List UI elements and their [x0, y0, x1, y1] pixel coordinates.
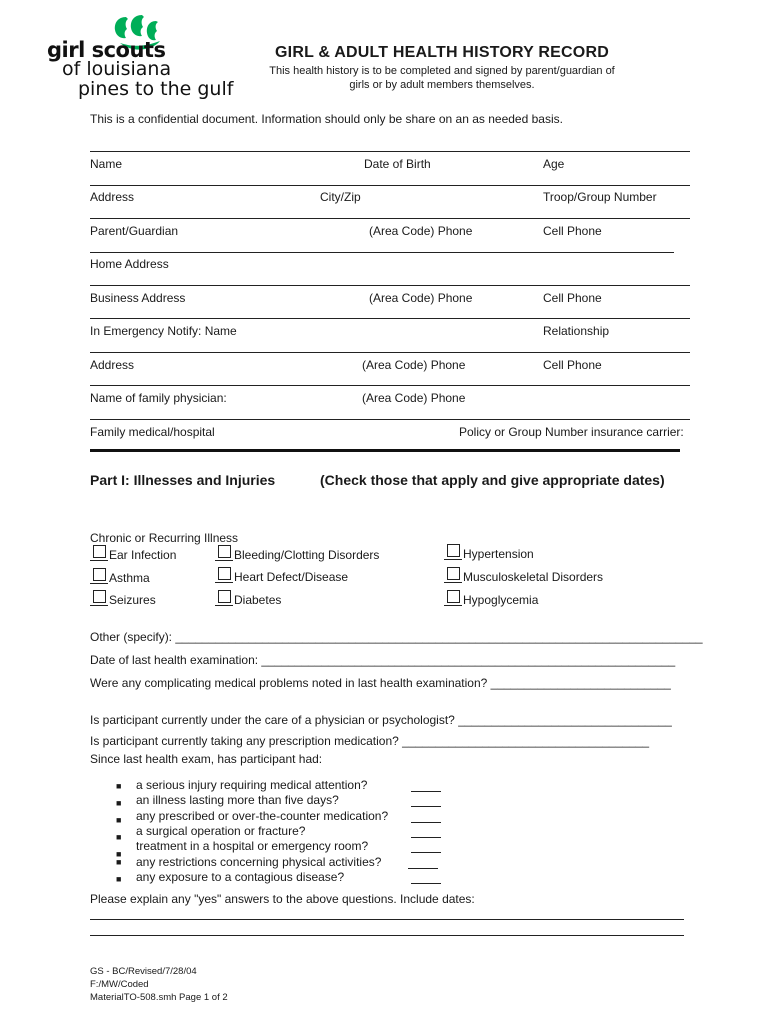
asthma-label: Asthma — [109, 571, 150, 585]
list-item: any exposure to a contagious disease? — [136, 870, 345, 884]
hospital-line[interactable] — [90, 419, 690, 420]
physician-care-field[interactable]: Is participant currently under the care of a physician or psychologist? ________________________________ — [90, 713, 672, 727]
bullet-icon: ■ — [116, 857, 122, 867]
form-title: GIRL & ADULT HEALTH HISTORY RECORD — [275, 44, 609, 61]
subtitle-line-1: This health history is to be completed and signed by parent/guardian of — [269, 65, 615, 77]
answer-blank[interactable] — [411, 837, 441, 838]
home-address-line[interactable] — [90, 252, 674, 253]
answer-blank[interactable] — [411, 883, 441, 884]
confidential-notice: This is a confidential document. Information should only be share on an as needed basis. — [90, 112, 563, 126]
part1-heading: Part I: Illnesses and Injuries — [90, 472, 276, 488]
area-phone-label-3: (Area Code) Phone — [362, 358, 466, 372]
list-item: an illness lasting more than five days? — [136, 793, 339, 807]
footer-line-2: F:/MW/Coded — [90, 979, 149, 990]
form-subtitle — [240, 64, 644, 92]
hypoglycemia-underline — [444, 605, 462, 606]
bullet-icon: ■ — [116, 798, 122, 808]
seizures-checkbox[interactable] — [93, 590, 106, 603]
bullet-icon: ■ — [116, 781, 122, 791]
address-label: Address — [90, 190, 135, 204]
diabetes-checkbox[interactable] — [218, 590, 231, 603]
since-exam-label: Since last health exam, has participant had: — [90, 752, 323, 766]
bleeding-underline — [215, 560, 233, 561]
name-label: Name — [90, 157, 123, 171]
asthma-underline — [90, 583, 108, 584]
heart-checkbox[interactable] — [218, 567, 231, 580]
policy-label: Policy or Group Number insurance carrier: — [459, 425, 684, 439]
parent-label: Parent/Guardian — [90, 224, 179, 238]
explain-line-2[interactable] — [90, 935, 684, 936]
answer-blank[interactable] — [411, 852, 441, 853]
heart-label: Heart Defect/Disease — [234, 570, 349, 584]
hypertension-label: Hypertension — [463, 547, 534, 561]
logo-line-1: girl scouts — [47, 38, 166, 62]
subtitle-line-2: girls or by adult members themselves. — [349, 79, 535, 91]
section-divider — [90, 449, 680, 452]
business-address-line[interactable] — [90, 285, 690, 286]
seizures-label: Seizures — [109, 593, 156, 607]
diabetes-label: Diabetes — [234, 593, 282, 607]
bullet-icon: ■ — [116, 815, 122, 825]
footer — [90, 965, 228, 1004]
cell-label-3: Cell Phone — [543, 358, 602, 372]
cityzip-label: City/Zip — [320, 190, 361, 204]
area-phone-label-1: (Area Code) Phone — [369, 224, 473, 238]
last-exam-date-field[interactable]: Date of last health examination: ______________________________________________________________ — [90, 653, 676, 667]
parent-line[interactable] — [90, 218, 690, 219]
explain-label: Please explain any "yes" answers to the above questions. Include dates: — [90, 892, 475, 906]
list-item: a surgical operation or fracture? — [136, 824, 306, 838]
asthma-checkbox[interactable] — [93, 568, 106, 581]
area-phone-label-4: (Area Code) Phone — [362, 391, 466, 405]
emergency-line[interactable] — [90, 318, 690, 319]
address2-label: Address — [90, 358, 135, 372]
musculoskeletal-underline — [444, 582, 462, 583]
hypoglycemia-checkbox[interactable] — [447, 590, 460, 603]
musculoskeletal-checkbox[interactable] — [447, 567, 460, 580]
bleeding-checkbox[interactable] — [218, 545, 231, 558]
footer-line-3: MaterialTO-508.smh Page 1 of 2 — [90, 992, 228, 1003]
list-item: any prescribed or over-the-counter medication? — [136, 809, 389, 823]
answer-blank[interactable] — [411, 806, 441, 807]
bullet-icon: ■ — [116, 832, 122, 842]
complications-field[interactable]: Were any complicating medical problems noted in last health examination? ___________________________ — [90, 676, 671, 690]
hospital-label: Family medical/hospital — [90, 425, 215, 439]
answer-blank[interactable] — [411, 791, 441, 792]
cell-label-2: Cell Phone — [543, 291, 602, 305]
emergency-label: In Emergency Notify: Name — [90, 324, 237, 338]
logo-line-3: pines to the gulf — [78, 78, 234, 100]
relationship-label: Relationship — [543, 324, 610, 338]
physician-line[interactable] — [90, 385, 690, 386]
address2-line[interactable] — [90, 352, 690, 353]
hypoglycemia-label: Hypoglycemia — [463, 593, 539, 607]
logo-line-2: of louisiana — [62, 58, 172, 80]
name-line[interactable] — [90, 151, 690, 152]
hypertension-checkbox[interactable] — [447, 544, 460, 557]
heart-underline — [215, 582, 233, 583]
prescription-field[interactable]: Is participant currently taking any prescription medication? _____________________________________ — [90, 734, 650, 748]
business-address-label: Business Address — [90, 291, 186, 305]
ear-infection-underline — [90, 560, 108, 561]
ear-infection-label: Ear Infection — [109, 548, 177, 562]
age-label: Age — [543, 157, 565, 171]
list-item: treatment in a hospital or emergency room? — [136, 839, 369, 853]
part1-instruction: (Check those that apply and give appropriate dates) — [320, 472, 665, 488]
seizures-underline — [90, 605, 108, 606]
explain-line-1[interactable] — [90, 919, 684, 920]
other-specify-field[interactable]: Other (specify): _______________________________________________________________________________ — [90, 630, 703, 644]
home-address-label: Home Address — [90, 257, 169, 271]
answer-blank[interactable] — [408, 868, 438, 869]
list-item: a serious injury requiring medical attention? — [136, 778, 368, 792]
physician-label: Name of family physician: — [90, 391, 227, 405]
diabetes-underline — [215, 605, 233, 606]
troop-label: Troop/Group Number — [543, 190, 657, 204]
address-line[interactable] — [90, 185, 690, 186]
ear-infection-checkbox[interactable] — [93, 545, 106, 558]
dob-label: Date of Birth — [364, 157, 431, 171]
bleeding-label: Bleeding/Clotting Disorders — [234, 548, 380, 562]
bullet-icon: ■ — [116, 849, 122, 859]
hypertension-underline — [444, 559, 462, 560]
list-item: any restrictions concerning physical activities? — [136, 855, 382, 869]
area-phone-label-2: (Area Code) Phone — [369, 291, 473, 305]
footer-line-1: GS - BC/Revised/7/28/04 — [90, 966, 197, 977]
answer-blank[interactable] — [411, 822, 441, 823]
chronic-label: Chronic or Recurring Illness — [90, 531, 239, 545]
musculoskeletal-label: Musculoskeletal Disorders — [463, 570, 604, 584]
bullet-icon: ■ — [116, 874, 122, 884]
cell-label-1: Cell Phone — [543, 224, 602, 238]
